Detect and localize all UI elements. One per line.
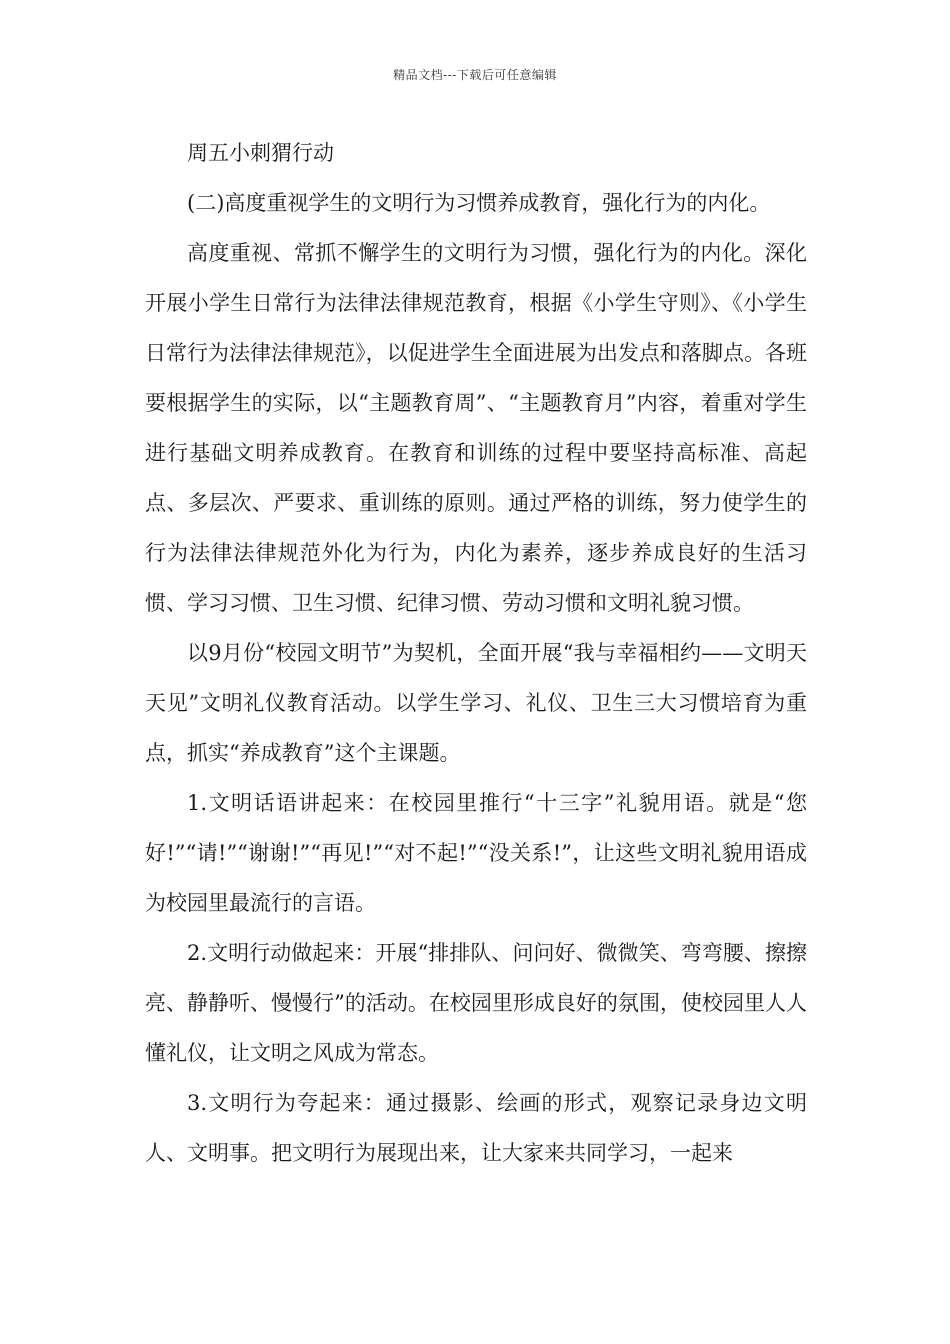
paragraph-6: 2.文明行动做起来：开展“排排队、问问好、微微笑、弯弯腰、擦擦亮、静静听、慢慢行”的活动。在校园里形成良好的氛围，使校园里人人懂礼仪，让文明之风成为常态。 <box>145 941 807 1065</box>
paragraph-2: (二)高度重视学生的文明行为习惯养成教育，强化行为的内化。 <box>187 191 771 215</box>
paragraph-1: 周五小刺猬行动 <box>187 141 334 165</box>
paragraph-7: 3.文明行为夸起来：通过摄影、绘画的形式，观察记录身边文明人、文明事。把文明行为展现出来，让大家来共同学习，一起来 <box>145 1091 807 1165</box>
page-header: 精品文档---下载后可任意编辑 <box>393 68 557 82</box>
document-body <box>145 128 807 1178</box>
paragraph-4: 以9月份“校园文明节”为契机，全面开展“我与幸福相约——文明天天见”文明礼仪教育活动。以学生学习、礼仪、卫生三大习惯培育为重点，抓实“养成教育”这个主课题。 <box>145 641 807 765</box>
paragraph-5: 1.文明话语讲起来：在校园里推行“十三字”礼貌用语。就是“您好!”“请!”“谢谢!”“再见!”“对不起!”“没关系!”，让这些文明礼貌用语成为校园里最流行的言语。 <box>145 791 807 915</box>
paragraph-3: 高度重视、常抓不懈学生的文明行为习惯，强化行为的内化。深化开展小学生日常行为法律法律规范教育，根据《小学生守则》、《小学生日常行为法律法律规范》，以促进学生全面进展为出发点和落脚点。各班要根据学生的实际，以“主题教育周”、“主题教育月”内容，着重对学生进行基础文明养成教育。在教育和训练的过程中要坚持高标准、高起点、多层次、严要求、重训练的原则。通过严格的训练，努力使学生的行为法律法律规范外化为行为，内化为素养，逐步养成良好的生活习惯、学习习惯、卫生习惯、纪律习惯、劳动习惯和文明礼貌习惯。 <box>145 241 807 615</box>
